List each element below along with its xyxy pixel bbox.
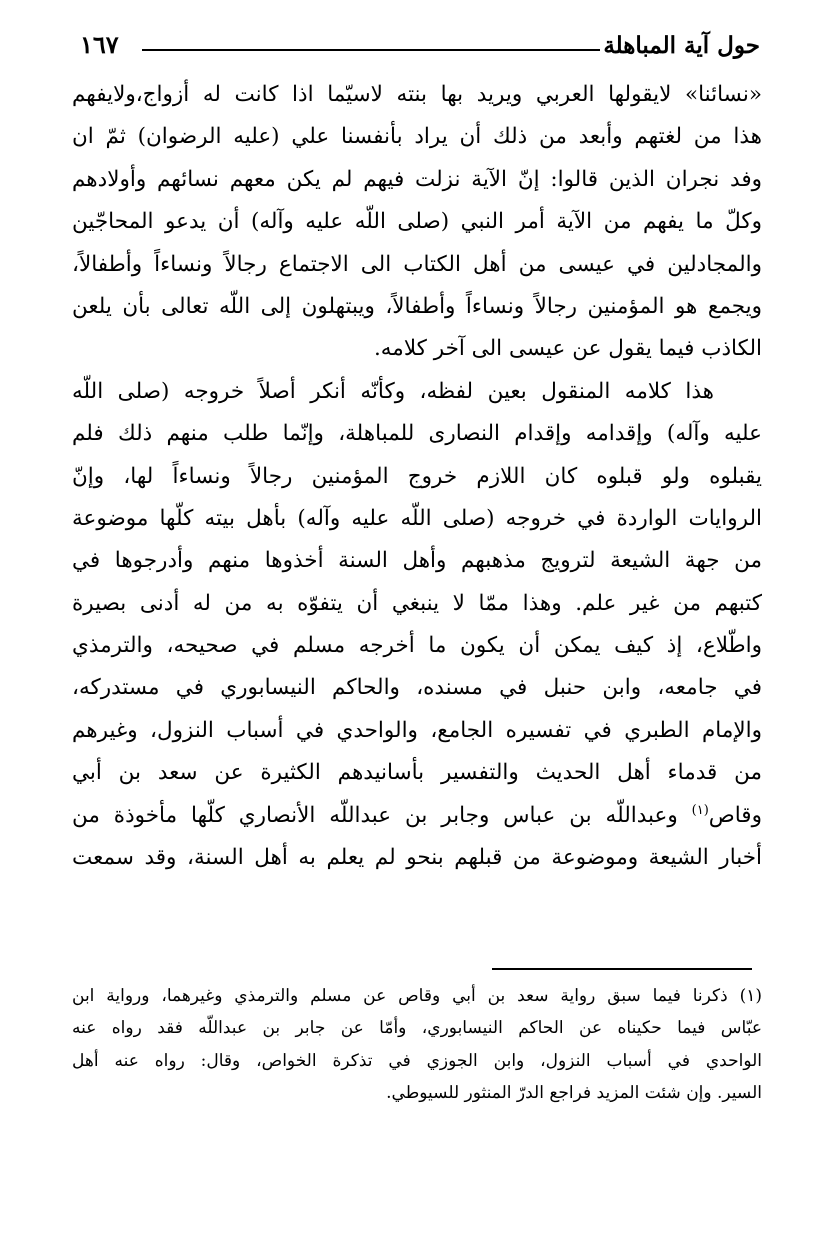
main-text [72, 74, 762, 964]
footnote-line: الواحدي في أسباب النزول، وابن الجوزي في تذكرة الخواص، وقال: رواه عنه أهل [72, 1050, 762, 1071]
text-line: «نسائنا» لايقولها العربي ويريد بها بنته لاسيّما اذا كانت له أزواج،ولايفهم [72, 82, 762, 107]
text-line: كتبهم من غير علم. وهذا ممّا لا ينبغي أن يتفوّه به من له أدنى بصيرة [72, 590, 762, 616]
text-line: ويجمع هو المؤمنين رجالاً ونساءاً وأطفالاً، ويبتهلون إلى اللّه تعالى بأن يلعن [72, 293, 762, 319]
running-title: حول آية المباهلة [603, 32, 760, 59]
text-line: أخبار الشيعة وموضوعة من قبلهم بنحو لم يعلم به أهل السنة، وقد سمعت [72, 845, 762, 871]
text-line: والإمام الطبري في تفسيره الجامع، والواحدي في أسباب النزول، وغيرهم [72, 717, 762, 743]
text-line: هذا من لغتهم وأبعد من ذلك أن يراد بأنفسنا علي (عليه الرضوان) ثمّ ان [72, 124, 762, 150]
text-line: الكاذب فيما يقول عن عيسى الى آخر كلامه. [373, 336, 762, 362]
footnote-separator [492, 968, 752, 970]
text-line: من جهة الشيعة لترويج مذهبهم وأهل السنة أخذوها منهم وأدرجوها في [72, 548, 762, 574]
footnote-line: السير. وإن شئت المزيد فراجع الدرّ المنثور للسيوطي. [386, 1083, 762, 1104]
header-rule [142, 49, 600, 51]
text-line: واطّلاع، إذ كيف يمكن أن يكون ما أخرجه مسلم في صحيحه، والترمذي [72, 633, 762, 659]
footnote-reference[interactable]: (١) [691, 802, 709, 818]
footnote-block [72, 980, 762, 1110]
text-line: من قدماء أهل الحديث والتفسير بأسانيدهم الكثيرة عن سعد بن أبي [72, 760, 762, 786]
text-line: هذا كلامه المنقول بعين لفظه، وكأنّه أنكر أصلاً خروجه (صلى اللّه [72, 378, 714, 404]
text-line: في جامعه، وابن حنبل في مسنده، والحاكم النيسابوري في مستدركه، [72, 675, 762, 701]
text-line-with-footnote [72, 795, 762, 837]
line-prefix: وقاص [708, 802, 762, 828]
text-line: يقبلوه ولو قبلوه كان اللازم خروج المؤمنين رجالاً ونساءاً لها، وإنّ [72, 463, 762, 489]
page-number: ١٦٧ [80, 30, 119, 59]
footnote-line: (١) ذكرنا فيما سبق رواية سعد بن أبي وقاص عن مسلم والترمذي وغيرهما، ورواية ابن [72, 986, 762, 1006]
text-line: عليه وآله) وإقدامه وإقدام النصارى للمباهلة، وإنّما طلب منهم ذلك فلم [72, 421, 762, 447]
text-line: والمجادلين في عيسى من أهل الكتاب الى الاجتماع رجالاً ونساءاً وأطفالاً، [72, 251, 762, 277]
text-line: الروايات الواردة في خروجه (صلى اللّه عليه وآله) بأهل بيته كلّها موضوعة [72, 505, 762, 531]
line-rest: وعبداللّه بن عباس وجابر بن عبداللّه الأنصاري كلّها مأخوذة من [72, 802, 678, 828]
page-header [80, 32, 760, 66]
footnote-line: عبّاس فيما حكيناه عن الحاكم النيسابوري، وأمّا عن جابر بن عبداللّه فقد رواه عنه [72, 1018, 762, 1039]
text-line: وكلّ ما يفهم من الآية أمر النبي (صلى اللّه عليه وآله) أن يدعو المحاجّين [72, 209, 762, 235]
text-line: وفد نجران الذين قالوا: إنّ الآية نزلت فيهم لم يكن معهم نسائهم وأولادهم [72, 166, 762, 192]
